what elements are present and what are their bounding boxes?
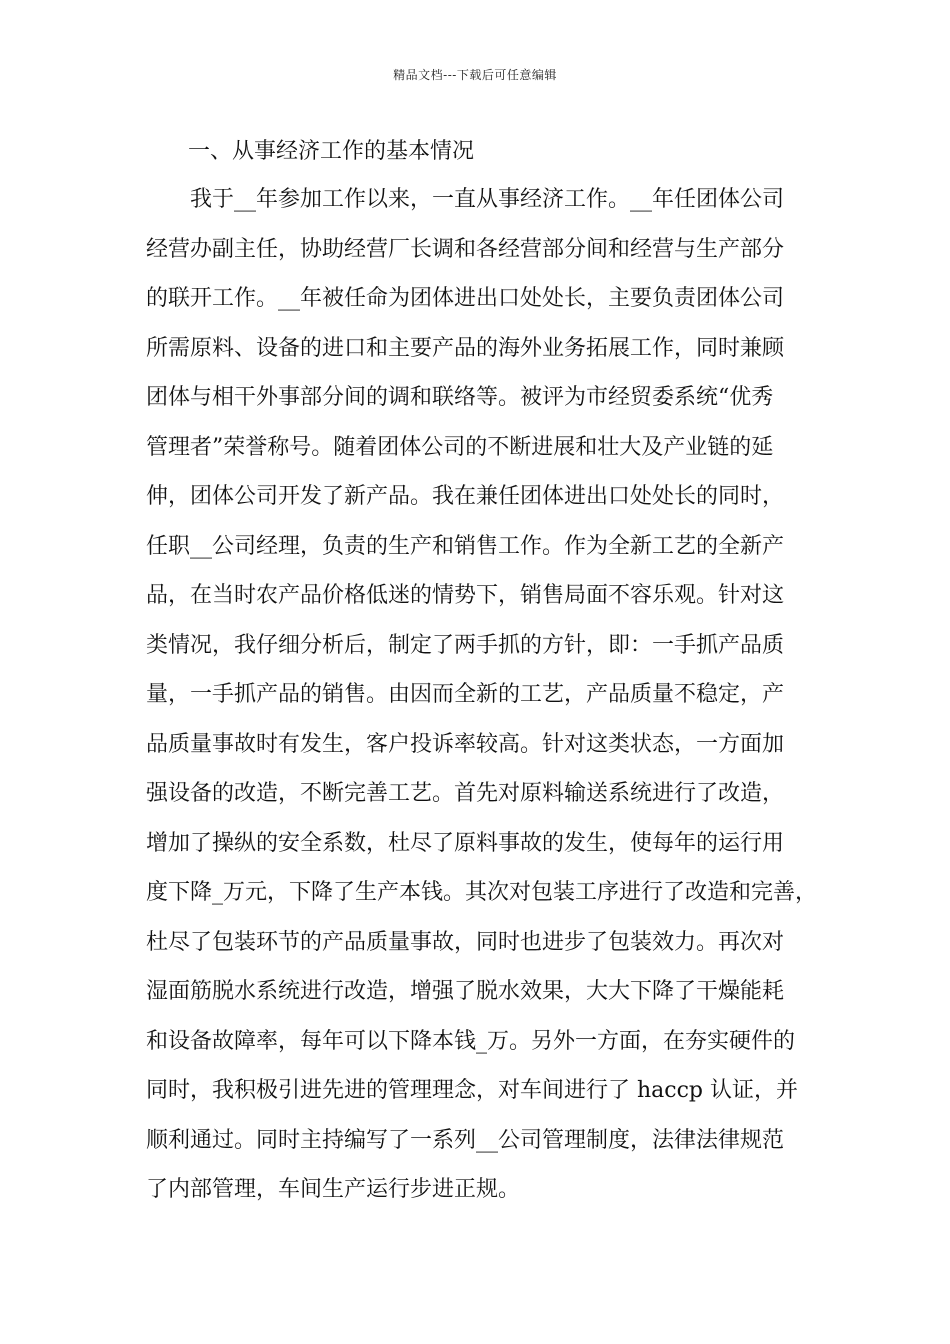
- section-heading: 一、从事经济工作的基本情况: [188, 139, 475, 164]
- paragraph-line: 杜尽了包装环节的产品质量事故，同时也进步了包装效力。再次对: [146, 929, 785, 955]
- paragraph-line: 经营办副主任，协助经营厂长调和各经营部分间和经营与生产部分: [146, 236, 785, 262]
- paragraph-line: 湿面筋脱水系统进行改造，增强了脱水效果，大大下降了干燥能耗: [146, 979, 785, 1004]
- paragraph-line: 我于__年参加工作以来，一直从事经济工作。__年任团体公司: [190, 187, 785, 212]
- paragraph-line: 团体与相干外事部分间的调和联络等。被评为市经贸委系统“优秀: [146, 385, 774, 410]
- paragraph-line: 品，在当时农产品价格低迷的情势下，销售局面不容乐观。针对这: [146, 583, 785, 608]
- paragraph-line: 强设备的改造，不断完善工艺。首先对原料输送系统进行了改造，: [146, 781, 785, 806]
- paragraph-line: 和设备故障率，每年可以下降本钱_万。另外一方面，在夯实硬件的: [146, 1028, 796, 1054]
- paragraph-line: 所需原料、设备的进口和主要产品的海外业务拓展工作，同时兼顾: [146, 335, 785, 361]
- paragraph-line: 管理者”荣誉称号。随着团体公司的不断进展和壮大及产业链的延: [146, 434, 774, 460]
- paragraph-line: 任职__公司经理，负责的生产和销售工作。作为全新工艺的全新产: [146, 533, 785, 559]
- paragraph-line: 伸，团体公司开发了新产品。我在兼任团体进出口处处长的同时，: [146, 484, 785, 509]
- paragraph-line: 增加了操纵的安全系数，杜尽了原料事故的发生，使每年的运行用: [146, 830, 785, 856]
- paragraph-line: 类情况，我仔细分析后，制定了两手抓的方针，即：一手抓产品质: [146, 632, 785, 658]
- paragraph-line: 的联开工作。__年被任命为团体进出口处处长，主要负责团体公司: [146, 286, 785, 311]
- page-header: 精品文档---下载后可任意编辑: [393, 68, 557, 82]
- paragraph-line: 同时，我积极引进先进的管理理念，对车间进行了 haccp 认证，并: [146, 1078, 798, 1103]
- paragraph-line: 度下降_万元，下降了生产本钱。其次对包装工序进行了改造和完善，: [146, 880, 818, 905]
- paragraph-line: 品质量事故时有发生，客户投诉率较高。针对这类状态，一方面加: [146, 731, 785, 757]
- paragraph-line: 量，一手抓产品的销售。由因而全新的工艺，产品质量不稳定，产: [146, 682, 785, 707]
- body-paragraph: [146, 184, 826, 1224]
- paragraph-line: 了内部管理，车间生产运行步进正规。: [146, 1177, 521, 1202]
- paragraph-line: 顺利通过。同时主持编写了一系列__公司管理制度，法律法律规范: [146, 1127, 785, 1153]
